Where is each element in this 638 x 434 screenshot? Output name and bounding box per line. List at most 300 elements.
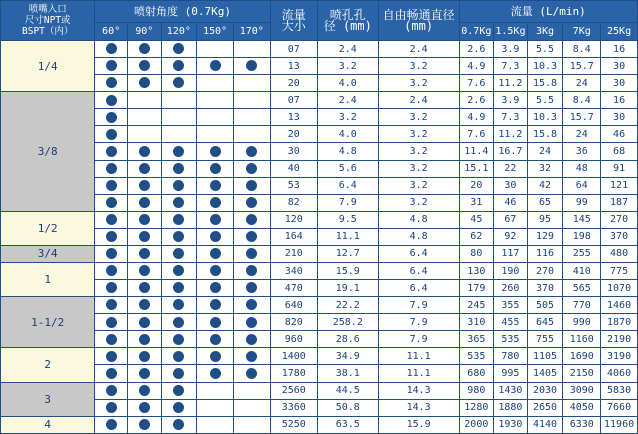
- spray-angle-cell: [127, 297, 161, 314]
- spray-angle-cell: [161, 280, 197, 297]
- spray-angle-cell: [197, 58, 234, 75]
- header-angle-170: 170°: [233, 23, 270, 41]
- spray-angle-cell: [233, 160, 270, 177]
- flow-rate-cell: 8.4: [563, 92, 601, 109]
- flow-rate-cell: 255: [563, 245, 601, 262]
- flow-rate-cell: 65: [527, 194, 563, 211]
- flow-rate-cell: 30: [601, 58, 638, 75]
- available-dot-icon: [106, 77, 117, 88]
- available-dot-icon: [139, 43, 150, 54]
- header-flow-size-line-1: 流量: [281, 7, 306, 22]
- flow-size-cell: 13: [270, 109, 317, 126]
- spray-angle-cell: [161, 399, 197, 416]
- header-pressure-7: 7Kg: [563, 23, 601, 41]
- flow-rate-cell: 270: [601, 211, 638, 228]
- spray-angle-cell: [197, 41, 234, 58]
- available-dot-icon: [210, 317, 221, 328]
- spray-angle-cell: [95, 348, 128, 365]
- spray-angle-cell: [127, 58, 161, 75]
- available-dot-icon: [139, 163, 150, 174]
- spray-angle-cell: [197, 211, 234, 228]
- inlet-size-cell: 2: [1, 348, 95, 382]
- free-passage-cell: 2.4: [378, 92, 459, 109]
- header-pressure-25: 25Kg: [601, 23, 638, 41]
- available-dot-icon: [246, 351, 257, 362]
- available-dot-icon: [210, 146, 221, 157]
- available-dot-icon: [139, 351, 150, 362]
- spray-angle-cell: [127, 41, 161, 58]
- orifice-cell: 2.4: [317, 41, 378, 58]
- flow-rate-cell: 4060: [601, 365, 638, 382]
- flow-size-cell: 07: [270, 41, 317, 58]
- flow-rate-cell: 1870: [601, 314, 638, 331]
- available-dot-icon: [139, 419, 150, 430]
- available-dot-icon: [106, 317, 117, 328]
- spray-angle-cell: [161, 160, 197, 177]
- orifice-cell: 15.9: [317, 263, 378, 280]
- spray-angle-cell: [95, 314, 128, 331]
- available-dot-icon: [173, 180, 184, 191]
- header-free-passage-line-2: (mm): [404, 18, 434, 33]
- table-row: [1, 416, 638, 433]
- flow-rate-cell: 2000: [459, 416, 494, 433]
- flow-rate-cell: 1460: [601, 297, 638, 314]
- spray-angle-cell: [95, 228, 128, 245]
- spray-angle-cell: [127, 228, 161, 245]
- orifice-cell: 2.4: [317, 92, 378, 109]
- spray-angle-cell: [197, 126, 234, 143]
- flow-size-cell: 20: [270, 75, 317, 92]
- flow-rate-cell: 2150: [563, 365, 601, 382]
- flow-rate-cell: 190: [494, 263, 528, 280]
- header-inlet-size-line-3: BSPT（内）: [22, 26, 74, 37]
- available-dot-icon: [173, 385, 184, 396]
- flow-rate-cell: 3090: [563, 382, 601, 399]
- table-row: [1, 75, 638, 92]
- flow-rate-cell: 1880: [494, 399, 528, 416]
- flow-rate-cell: 245: [459, 297, 494, 314]
- flow-size-cell: 164: [270, 228, 317, 245]
- available-dot-icon: [106, 146, 117, 157]
- spray-angle-cell: [161, 75, 197, 92]
- inlet-size-cell: 3: [1, 382, 95, 416]
- available-dot-icon: [106, 43, 117, 54]
- header-free-passage: [378, 1, 459, 41]
- available-dot-icon: [246, 265, 257, 276]
- spray-angle-cell: [233, 92, 270, 109]
- table-row: [1, 365, 638, 382]
- orifice-cell: 3.2: [317, 58, 378, 75]
- header-spray-angle: 喷射角度 (0.7Kg): [95, 1, 270, 23]
- orifice-cell: 50.8: [317, 399, 378, 416]
- flow-rate-cell: 355: [494, 297, 528, 314]
- spray-angle-cell: [197, 399, 234, 416]
- spray-angle-cell: [95, 143, 128, 160]
- free-passage-cell: 6.4: [378, 263, 459, 280]
- spray-angle-cell: [197, 348, 234, 365]
- spray-angle-cell: [197, 75, 234, 92]
- free-passage-cell: 7.9: [378, 297, 459, 314]
- flow-rate-cell: 1105: [527, 348, 563, 365]
- free-passage-cell: 3.2: [378, 126, 459, 143]
- spray-angle-cell: [161, 297, 197, 314]
- flow-rate-cell: 1430: [494, 382, 528, 399]
- spray-angle-cell: [161, 263, 197, 280]
- spray-angle-cell: [233, 280, 270, 297]
- flow-rate-cell: 365: [459, 331, 494, 348]
- available-dot-icon: [106, 231, 117, 242]
- spray-angle-cell: [95, 75, 128, 92]
- flow-rate-cell: 15.7: [563, 58, 601, 75]
- orifice-cell: 3.2: [317, 109, 378, 126]
- orifice-cell: 22.2: [317, 297, 378, 314]
- spray-angle-cell: [161, 365, 197, 382]
- flow-rate-cell: 11.4: [459, 143, 494, 160]
- available-dot-icon: [106, 248, 117, 259]
- available-dot-icon: [173, 163, 184, 174]
- inlet-size-cell: 1: [1, 263, 95, 297]
- available-dot-icon: [106, 197, 117, 208]
- available-dot-icon: [139, 282, 150, 293]
- available-dot-icon: [106, 112, 117, 123]
- available-dot-icon: [139, 248, 150, 259]
- available-dot-icon: [246, 248, 257, 259]
- flow-rate-cell: 32: [527, 160, 563, 177]
- orifice-cell: 5.6: [317, 160, 378, 177]
- table-row: [1, 348, 638, 365]
- spray-angle-cell: [95, 211, 128, 228]
- flow-rate-cell: 270: [527, 263, 563, 280]
- free-passage-cell: 11.1: [378, 348, 459, 365]
- free-passage-cell: 2.4: [378, 41, 459, 58]
- free-passage-cell: 7.9: [378, 331, 459, 348]
- flow-rate-cell: 129: [527, 228, 563, 245]
- header-orifice-diameter: [317, 1, 378, 41]
- table-row: [1, 160, 638, 177]
- available-dot-icon: [173, 43, 184, 54]
- spray-angle-cell: [127, 177, 161, 194]
- flow-rate-cell: 24: [563, 75, 601, 92]
- flow-rate-cell: 6330: [563, 416, 601, 433]
- flow-rate-cell: 11960: [601, 416, 638, 433]
- available-dot-icon: [210, 265, 221, 276]
- flow-size-cell: 210: [270, 245, 317, 262]
- available-dot-icon: [173, 282, 184, 293]
- available-dot-icon: [106, 95, 117, 106]
- available-dot-icon: [139, 402, 150, 413]
- available-dot-icon: [106, 214, 117, 225]
- available-dot-icon: [210, 197, 221, 208]
- inlet-size-cell: 3/4: [1, 245, 95, 262]
- available-dot-icon: [246, 299, 257, 310]
- header-pressure-3: 3Kg: [527, 23, 563, 41]
- table-row: [1, 109, 638, 126]
- available-dot-icon: [210, 351, 221, 362]
- spray-angle-cell: [197, 297, 234, 314]
- flow-size-cell: 470: [270, 280, 317, 297]
- available-dot-icon: [139, 385, 150, 396]
- inlet-size-cell: 3/8: [1, 92, 95, 212]
- flow-rate-cell: 755: [527, 331, 563, 348]
- orifice-cell: 11.1: [317, 228, 378, 245]
- spray-angle-cell: [95, 245, 128, 262]
- flow-rate-cell: 770: [563, 297, 601, 314]
- header-inlet-size-line-2: 尺寸NPT或: [24, 15, 71, 26]
- free-passage-cell: 4.8: [378, 228, 459, 245]
- table-row: [1, 297, 638, 314]
- spray-angle-cell: [95, 109, 128, 126]
- spray-angle-cell: [161, 58, 197, 75]
- spray-angle-cell: [233, 416, 270, 433]
- spray-angle-cell: [197, 228, 234, 245]
- flow-rate-cell: 22: [494, 160, 528, 177]
- spray-angle-cell: [127, 416, 161, 433]
- flow-rate-cell: 15.7: [563, 109, 601, 126]
- flow-rate-cell: 565: [563, 280, 601, 297]
- flow-rate-cell: 48: [563, 160, 601, 177]
- available-dot-icon: [139, 146, 150, 157]
- flow-rate-cell: 15.8: [527, 75, 563, 92]
- header-free-passage-line-1: 自由畅通直径: [382, 7, 455, 22]
- available-dot-icon: [106, 402, 117, 413]
- flow-rate-cell: 680: [459, 365, 494, 382]
- flow-rate-cell: 11.2: [494, 75, 528, 92]
- available-dot-icon: [106, 129, 117, 140]
- flow-rate-cell: 2030: [527, 382, 563, 399]
- free-passage-cell: 11.1: [378, 365, 459, 382]
- inlet-size-cell: 1-1/2: [1, 297, 95, 348]
- spray-angle-cell: [233, 382, 270, 399]
- free-passage-cell: 4.8: [378, 211, 459, 228]
- flow-rate-cell: 4.9: [459, 58, 494, 75]
- available-dot-icon: [139, 299, 150, 310]
- free-passage-cell: 14.3: [378, 382, 459, 399]
- available-dot-icon: [246, 214, 257, 225]
- flow-rate-cell: 16: [601, 41, 638, 58]
- spray-angle-cell: [161, 348, 197, 365]
- spray-angle-cell: [161, 143, 197, 160]
- flow-rate-cell: 45: [459, 211, 494, 228]
- free-passage-cell: 3.2: [378, 143, 459, 160]
- header-pressure-0-7: 0.7Kg: [459, 23, 494, 41]
- flow-rate-cell: 310: [459, 314, 494, 331]
- available-dot-icon: [210, 334, 221, 345]
- flow-rate-cell: 95: [527, 211, 563, 228]
- orifice-cell: 7.9: [317, 194, 378, 211]
- flow-rate-cell: 42: [527, 177, 563, 194]
- spray-angle-cell: [95, 416, 128, 433]
- flow-size-cell: 960: [270, 331, 317, 348]
- spray-angle-cell: [95, 92, 128, 109]
- header-flow-size-line-2: 大小: [281, 18, 306, 33]
- available-dot-icon: [139, 317, 150, 328]
- available-dot-icon: [246, 282, 257, 293]
- spray-angle-cell: [127, 194, 161, 211]
- flow-rate-cell: 145: [563, 211, 601, 228]
- table-row: [1, 263, 638, 280]
- spray-angle-cell: [161, 194, 197, 211]
- spray-angle-cell: [233, 263, 270, 280]
- free-passage-cell: 6.4: [378, 280, 459, 297]
- spray-angle-cell: [127, 160, 161, 177]
- flow-rate-cell: 2190: [601, 331, 638, 348]
- spray-angle-cell: [197, 92, 234, 109]
- available-dot-icon: [173, 77, 184, 88]
- flow-rate-cell: 24: [527, 143, 563, 160]
- flow-size-cell: 3360: [270, 399, 317, 416]
- flow-rate-cell: 10.3: [527, 58, 563, 75]
- flow-rate-cell: 1070: [601, 280, 638, 297]
- flow-rate-cell: 16: [601, 92, 638, 109]
- table-row: [1, 58, 638, 75]
- table-row: [1, 92, 638, 109]
- flow-rate-cell: 480: [601, 245, 638, 262]
- spray-angle-cell: [197, 109, 234, 126]
- orifice-cell: 4.0: [317, 126, 378, 143]
- free-passage-cell: 15.9: [378, 416, 459, 433]
- orifice-cell: 38.1: [317, 365, 378, 382]
- available-dot-icon: [139, 197, 150, 208]
- flow-size-cell: 2560: [270, 382, 317, 399]
- spray-angle-cell: [161, 211, 197, 228]
- spray-angle-cell: [233, 245, 270, 262]
- table-row: [1, 382, 638, 399]
- flow-rate-cell: 8.4: [563, 41, 601, 58]
- flow-rate-cell: 4.9: [459, 109, 494, 126]
- header-orifice-line-1: 喷孔孔: [329, 7, 366, 22]
- spray-angle-cell: [127, 399, 161, 416]
- available-dot-icon: [210, 60, 221, 71]
- available-dot-icon: [173, 368, 184, 379]
- spray-angle-cell: [95, 382, 128, 399]
- available-dot-icon: [139, 368, 150, 379]
- spray-angle-cell: [233, 348, 270, 365]
- spray-angle-cell: [161, 331, 197, 348]
- spray-angle-cell: [161, 109, 197, 126]
- spray-angle-cell: [197, 280, 234, 297]
- available-dot-icon: [210, 163, 221, 174]
- spray-angle-cell: [233, 194, 270, 211]
- spray-angle-cell: [127, 92, 161, 109]
- flow-rate-cell: 1160: [563, 331, 601, 348]
- available-dot-icon: [139, 334, 150, 345]
- spray-angle-cell: [127, 348, 161, 365]
- flow-rate-cell: 92: [494, 228, 528, 245]
- spray-angle-cell: [161, 126, 197, 143]
- flow-size-cell: 07: [270, 92, 317, 109]
- flow-rate-cell: 3.9: [494, 92, 528, 109]
- available-dot-icon: [106, 60, 117, 71]
- spray-angle-cell: [127, 75, 161, 92]
- available-dot-icon: [106, 163, 117, 174]
- orifice-cell: 19.1: [317, 280, 378, 297]
- spray-angle-cell: [197, 143, 234, 160]
- free-passage-cell: 7.9: [378, 314, 459, 331]
- orifice-cell: 12.7: [317, 245, 378, 262]
- flow-rate-cell: 5.5: [527, 41, 563, 58]
- table-row: [1, 399, 638, 416]
- available-dot-icon: [139, 77, 150, 88]
- header-inlet-size: [1, 1, 95, 41]
- spray-angle-cell: [233, 228, 270, 245]
- flow-rate-cell: 30: [601, 75, 638, 92]
- spray-angle-cell: [127, 109, 161, 126]
- spray-angle-cell: [197, 314, 234, 331]
- orifice-cell: 4.8: [317, 143, 378, 160]
- flow-rate-cell: 370: [527, 280, 563, 297]
- inlet-size-cell: 1/2: [1, 211, 95, 245]
- flow-rate-cell: 121: [601, 177, 638, 194]
- spray-angle-cell: [161, 416, 197, 433]
- spray-angle-cell: [127, 382, 161, 399]
- spray-angle-cell: [95, 58, 128, 75]
- flow-rate-cell: 64: [563, 177, 601, 194]
- spray-angle-cell: [127, 331, 161, 348]
- table-row: [1, 143, 638, 160]
- header-angle-120: 120°: [161, 23, 197, 41]
- free-passage-cell: 3.2: [378, 160, 459, 177]
- flow-rate-cell: 67: [494, 211, 528, 228]
- flow-rate-cell: 1405: [527, 365, 563, 382]
- table-row: [1, 41, 638, 58]
- table-row: [1, 331, 638, 348]
- flow-rate-cell: 31: [459, 194, 494, 211]
- spray-angle-cell: [127, 143, 161, 160]
- flow-rate-cell: 62: [459, 228, 494, 245]
- flow-rate-cell: 4140: [527, 416, 563, 433]
- available-dot-icon: [210, 231, 221, 242]
- inlet-size-cell: 1/4: [1, 41, 95, 92]
- header-flow-rate: 流量 (L/min): [459, 1, 637, 23]
- flow-rate-cell: 130: [459, 263, 494, 280]
- spray-angle-cell: [197, 382, 234, 399]
- available-dot-icon: [139, 265, 150, 276]
- flow-rate-cell: 1280: [459, 399, 494, 416]
- available-dot-icon: [246, 334, 257, 345]
- available-dot-icon: [106, 282, 117, 293]
- flow-rate-cell: 7.6: [459, 126, 494, 143]
- orifice-cell: 44.5: [317, 382, 378, 399]
- flow-rate-cell: 5830: [601, 382, 638, 399]
- table-row: [1, 177, 638, 194]
- flow-rate-cell: 455: [494, 314, 528, 331]
- flow-rate-cell: 80: [459, 245, 494, 262]
- orifice-cell: 28.6: [317, 331, 378, 348]
- flow-size-cell: 120: [270, 211, 317, 228]
- flow-rate-cell: 20: [459, 177, 494, 194]
- available-dot-icon: [106, 419, 117, 430]
- flow-rate-cell: 24: [563, 126, 601, 143]
- header-inlet-size-line-1: 喷嘴入口: [28, 4, 67, 15]
- spray-angle-cell: [233, 143, 270, 160]
- available-dot-icon: [173, 231, 184, 242]
- flow-rate-cell: 10.3: [527, 109, 563, 126]
- flow-rate-cell: 46: [494, 194, 528, 211]
- available-dot-icon: [139, 60, 150, 71]
- flow-rate-cell: 16.7: [494, 143, 528, 160]
- flow-rate-cell: 15.8: [527, 126, 563, 143]
- flow-rate-cell: 775: [601, 263, 638, 280]
- available-dot-icon: [246, 368, 257, 379]
- spray-angle-cell: [233, 177, 270, 194]
- flow-rate-cell: 30: [494, 177, 528, 194]
- spray-angle-cell: [95, 194, 128, 211]
- flow-rate-cell: 2.6: [459, 41, 494, 58]
- available-dot-icon: [173, 197, 184, 208]
- free-passage-cell: 3.2: [378, 177, 459, 194]
- spray-angle-cell: [95, 160, 128, 177]
- orifice-cell: 4.0: [317, 75, 378, 92]
